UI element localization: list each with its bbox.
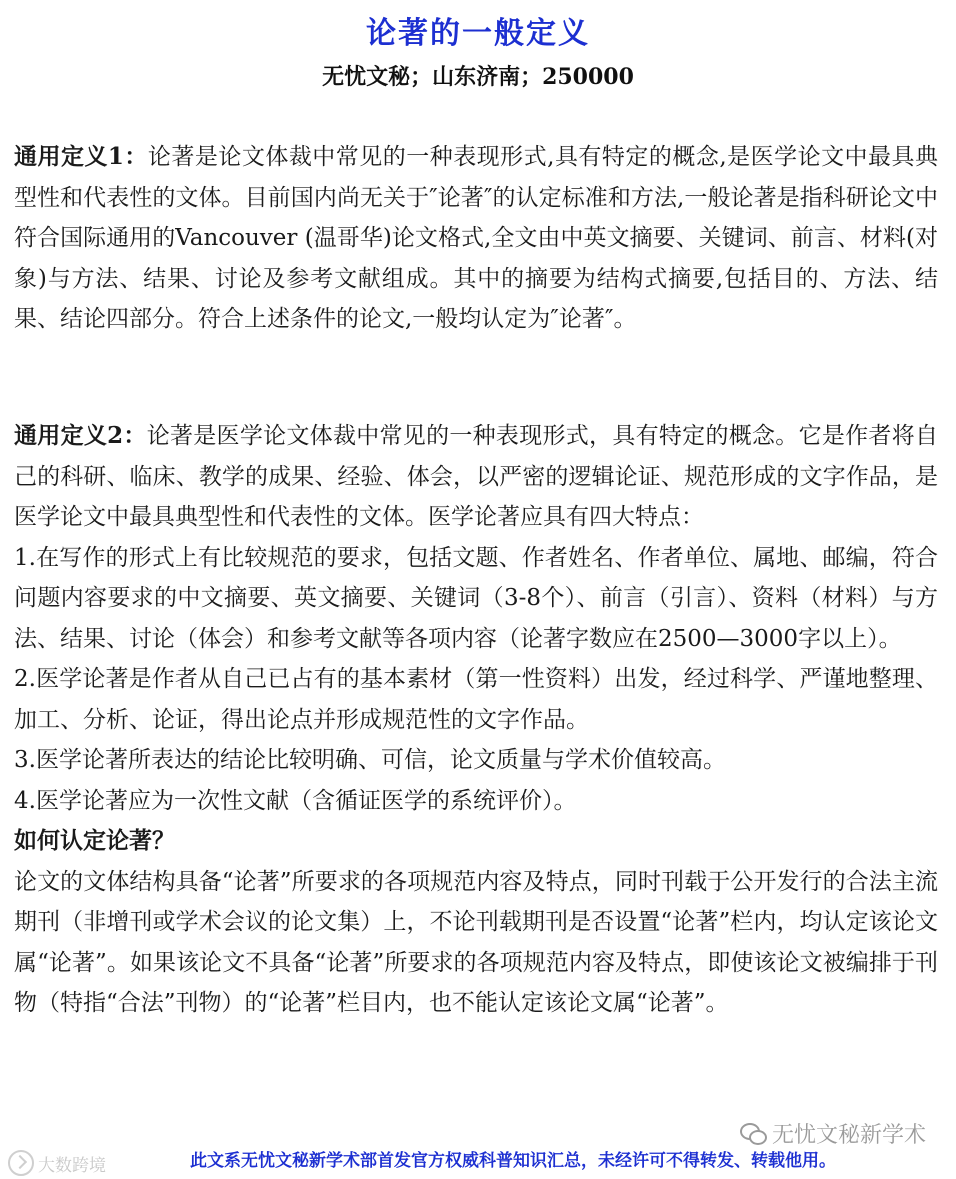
logo-icon bbox=[8, 1150, 34, 1176]
feature-item: 3.医学论著所表达的结论比较明确、可信，论文质量与学术价值较高。 bbox=[14, 747, 726, 773]
page-title: 论著的一般定义 bbox=[366, 16, 590, 51]
definition-1-paragraph bbox=[14, 137, 938, 340]
watermark-text: 无忧文秘新学术 bbox=[771, 1123, 926, 1148]
definition-1-label: 通用定义1： bbox=[14, 143, 148, 170]
definition-1-text: 论著是论文体裁中常见的一种表现形式,具有特定的概念,是医学论文中最具典型性和代表性的文体。目前国内尚无关于″论著″的认定标准和方法,一般论著是指科研论文中符合国际通用的Vancouver (温哥华)论文格式,全文由中英文摘要、关键词、前言、材料(对象)与方法、结果、讨论及参考文献组成。其中的摘要为结构式摘要,包括目的、方法、结果、结论四部分。符合上述条件的论文,一般均认定为″论著″。 bbox=[14, 144, 938, 332]
page-subtitle: 无忧文秘；山东济南；250000 bbox=[322, 64, 634, 90]
definition-1-section bbox=[14, 137, 938, 340]
how-heading: 如何认定论著？ bbox=[14, 827, 175, 854]
footer-note: 此文系无忧文秘新学术部首发官方权威科普知识汇总，未经许可不得转发、转载他用。 bbox=[190, 1151, 836, 1171]
definition-2-label: 通用定义2： bbox=[14, 422, 147, 449]
wechat-icon bbox=[740, 1123, 766, 1145]
feature-item: 1.在写作的形式上有比较规范的要求，包括文题、作者姓名、作者单位、属地、邮编，符合问题内容要求的中文摘要、英文摘要、关键词（3-8个）、前言（引言）、资料（材料）与方法、结果、讨论（体会）和参考文献等各项内容（论著字数应在2500—3000字以上）。 bbox=[14, 544, 938, 652]
definition-2-text: 论著是医学论文体裁中常见的一种表现形式，具有特定的概念。它是作者将自己的科研、临床、教学的成果、经验、体会，以严密的逻辑论证、规范形成的文字作品，是医学论文中最具典型性和代表性的文体。医学论著应具有四大特点： bbox=[14, 423, 938, 530]
definition-2-paragraph bbox=[14, 416, 938, 538]
feature-item: 2.医学论著是作者从自己已占有的基本素材（第一性资料）出发，经过科学、严谨地整理、加工、分析、论证，得出论点并形成规范性的文字作品。 bbox=[14, 666, 938, 733]
feature-item: 4.医学论著应为一次性文献（含循证医学的系统评价）。 bbox=[14, 787, 577, 814]
watermark bbox=[740, 1118, 926, 1149]
how-text: 论文的文体结构具备“论著”所要求的各项规范内容及特点，同时刊载于公开发行的合法主流期刊（非增刊或学术会议的论文集）上，不论刊载期刊是否设置“论著”栏内，均认定该论文属“论著”。如果该论文不具备“论著”所要求的各项规范内容及特点，即使该论文被编排于刊物（特指“合法”刊物）的“论著”栏目内，也不能认定该论文属“论著”。 bbox=[14, 868, 938, 1016]
footer-left-brand bbox=[8, 1150, 106, 1176]
definition-2-section bbox=[14, 416, 938, 1024]
footer-left-text: 大数跨境 bbox=[38, 1155, 106, 1176]
